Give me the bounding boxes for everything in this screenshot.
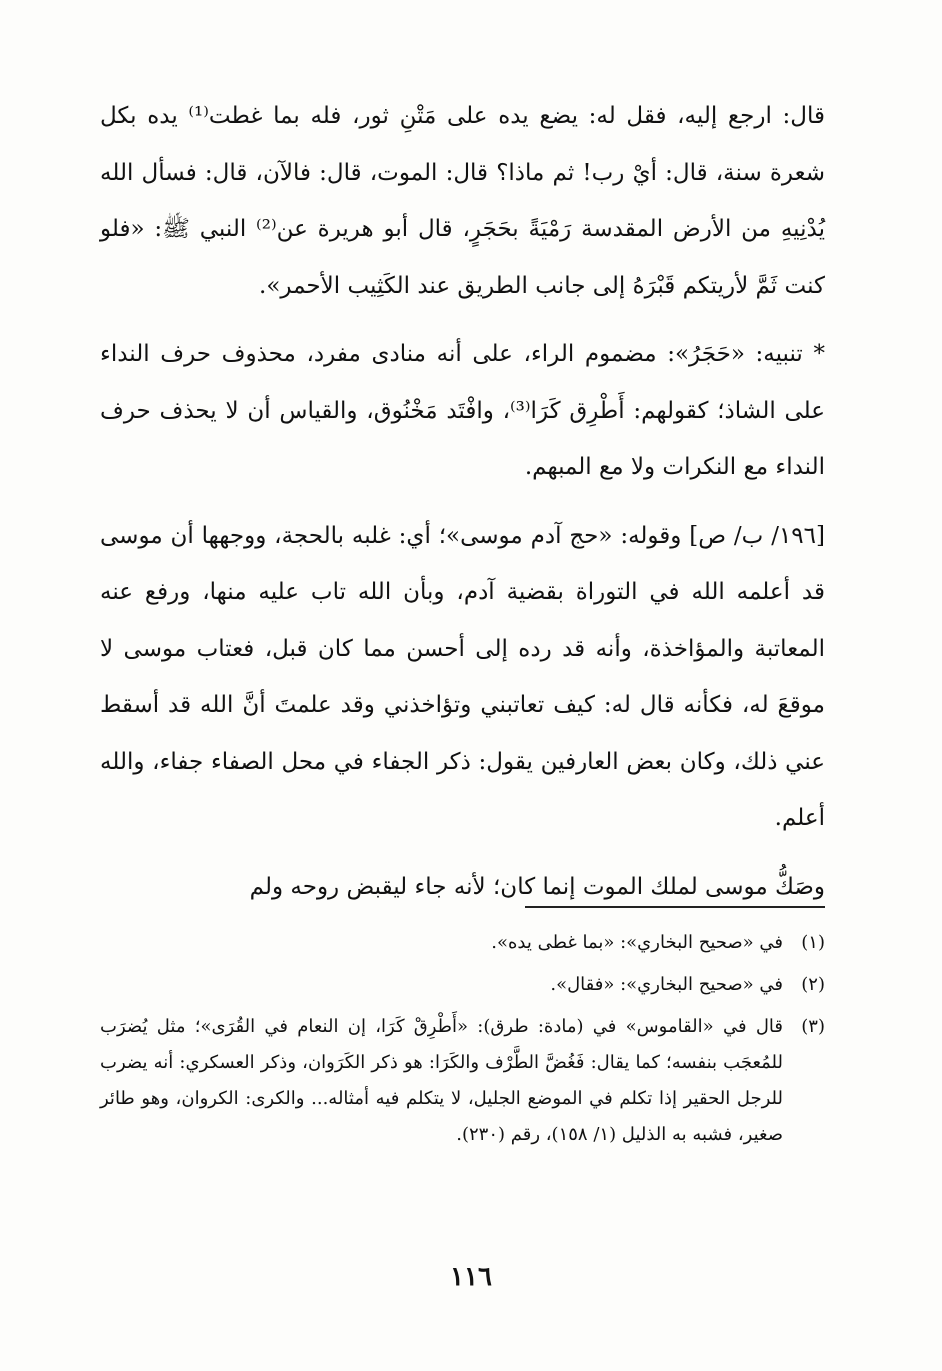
main-text bbox=[100, 88, 825, 915]
paragraph-2-note: * تنبيه: «حَجَرُ»: مضموم الراء، على أنه منادى مفرد، محذوف حرف النداء على الشاذ؛ كقولهم: أَطْرِق كَرَا⁽³⁾، وافْتَد مَخْنُوق، والقياس أن لا يحذف حرف النداء مع النكرات ولا مع المبهم. bbox=[100, 341, 825, 480]
paragraph-4: وصَكُّ موسى لملك الموت إنما كان؛ لأنه جاء ليقبض روحه ولم bbox=[249, 873, 825, 900]
paragraph-3: [١٩٦/ ب/ ص] وقوله: «حج آدم موسى»؛ أي: غلبه بالحجة، ووجهها أن موسى قد أعلمه الله في التوراة بقضية آدم، وبأن الله تاب عليه منها، ورفع عنه المعاتبة والمؤاخذة، وأنه قد رده إلى أحسن مما كان قبل، فعتاب موسى لا موقعَ له، فكأنه قال له: كيف تعاتبني وتؤاخذني وقد علمتَ أنَّ الله قد أسقط عني ذلك، وكان بعض العارفين يقول: ذكر الجفاء في محل الصفاء جفاء، والله أعلم. bbox=[100, 522, 825, 831]
footnote-divider bbox=[525, 906, 825, 908]
footnote-1 bbox=[100, 925, 825, 961]
footnote-number: (٣) bbox=[801, 1016, 825, 1037]
footnote-3 bbox=[100, 1009, 825, 1153]
footnote-text: في «صحيح البخاري»: «بما غطى يده». bbox=[491, 932, 783, 953]
footnotes bbox=[100, 925, 825, 1159]
footnote-2 bbox=[100, 967, 825, 1003]
footnote-text: قال في «القاموس» في (مادة: طرق): «أَطْرِقْ كَرَا، إن النعام في القُرَى»؛ مثل يُضرَب للمُعجَب بنفسه؛ كما يقال: فَغُضَّ الطَّرْف والكَرَا: هو ذكر الكَرَوان، وذكر العسكري: أنه يضرب للرجل الحقير إذا تكلم في الموضع الجليل، لا يتكلم فيه أمثاله... والكرى: الكروان، وهو طائر صغير، فشبه به الذليل (١/ ١٥٨)، رقم (٢٣٠). bbox=[100, 1016, 783, 1145]
paragraph-1: قال: ارجع إليه، فقل له: يضع يده على مَتْنِ ثور، فله بما غطت⁽¹⁾ يده بكل شعرة سنة، قال: أيْ رب! ثم ماذا؟ قال: الموت، قال: فالآن، قال: فسأل الله يُدْنِيهِ من الأرض المقدسة رَمْيَةً بحَجَرٍ، قال أبو هريرة عن⁽²⁾ النبي ﷺ: «فلو كنت ثَمَّ لأريتكم قَبْرَهُ إلى جانب الطريق عند الكَثِيب الأحمر». bbox=[100, 103, 825, 299]
footnote-number: (٢) bbox=[801, 974, 825, 995]
page-number: ١١٦ bbox=[450, 1262, 492, 1292]
footnote-text: في «صحيح البخاري»: «فقال». bbox=[550, 974, 783, 995]
footnote-number: (١) bbox=[801, 932, 825, 953]
